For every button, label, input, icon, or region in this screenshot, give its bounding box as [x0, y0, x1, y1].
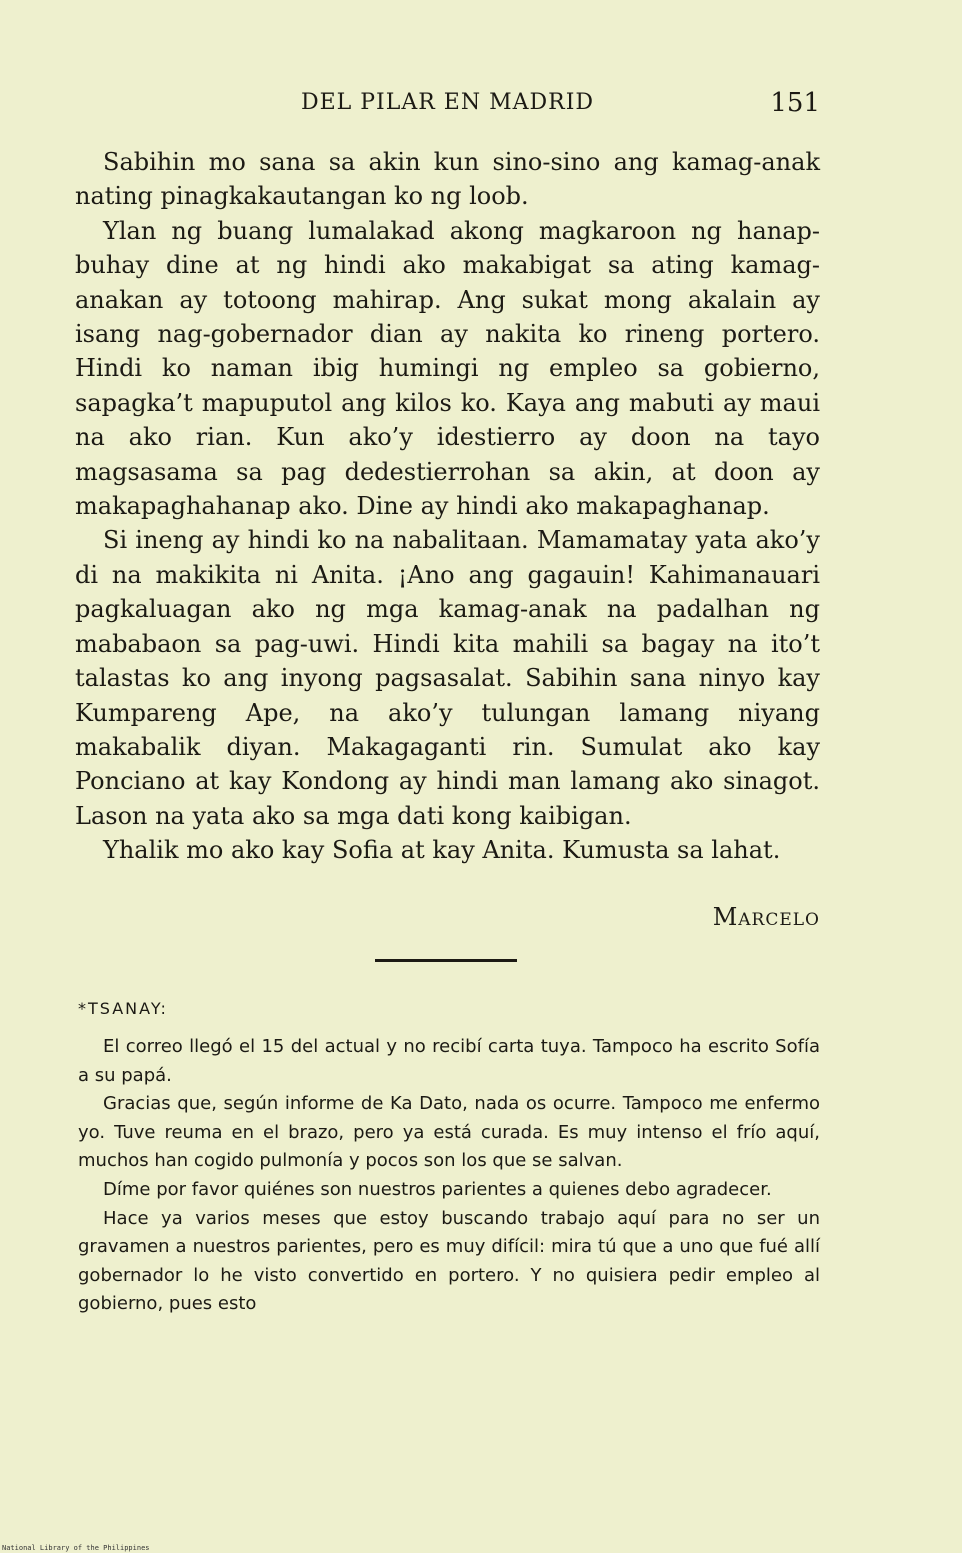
section-divider	[375, 959, 517, 962]
letter-paragraph: Sabihin mo sana sa akin kun sino-sino ang kamag-anak nating pinagkakautangan ko ng loob.	[75, 148, 820, 211]
translation-paragraph: Díme por favor quiénes son nuestros parientes a quienes debo agradecer.	[103, 1178, 772, 1200]
page-number: 151	[770, 88, 820, 118]
letter-signature: Marcelo	[712, 903, 820, 931]
letter-paragraph: Yhalik mo ako kay Sofia at kay Anita. Kumusta sa lahat.	[103, 836, 781, 865]
letter-paragraph: Ylan ng buang lumalakad akong magkaroon ng hanap-buhay dine at ng hindi ako makabigat sa ating kamag-anakan ay totoong mahirap. Ang sukat mong akalain ay isang nag-gobernador dian ay nakita ko rineng portero. Hindi ko naman ibig humingi ng empleo sa gobierno, sapagka’t mapuputol ang kilos ko. Kaya ang mabuti ay maui na ako rian. Kun ako’y idestierro ay doon na tayo magsasama sa pag dedestierrohan sa akin, at doon ay makapaghahanap ako. Dine ay hindi ako makapaghanap.	[75, 216, 820, 521]
letter-paragraph: Si ineng ay hindi ko na nabalitaan. Mamamatay yata ako’y di na makikita ni Anita. ¡Ano ang gagauin! Kahimanauari pagkaluagan ako ng mga kamag-anak na padalhan ng mababaon sa pag-uwi. Hindi kita mahili sa bagay na ito’t talastas ko ang inyong pagsasalat. Sabihin sana ninyo kay Kumpareng Ape, na ako’y tulungan lamang niyang makabalik diyan. Makagaganti rin. Sumulat ako kay Ponciano at kay Kondong ay hindi man lamang ako sinagot. Lason na yata ako sa mga dati kong kaibigan.	[75, 526, 820, 830]
translation-paragraph: El correo llegó el 15 del actual y no recibí carta tuya. Tampoco ha escrito Sofía a su papá.	[78, 1036, 820, 1086]
translation-heading: *TSANAY:	[78, 999, 168, 1018]
running-head: DEL PILAR EN MADRID	[300, 90, 595, 115]
page-header	[75, 88, 820, 124]
translation-paragraph: Gracias que, según informe de Ka Dato, nada os ocurre. Tampoco me enfermo yo. Tuve reuma en el brazo, pero ya está curada. Es muy intenso el frío aquí, muchos han cogido pulmonía y pocos son los que se salvan.	[78, 1093, 820, 1172]
translation-body	[78, 1033, 820, 1319]
letter-body	[75, 145, 820, 868]
library-credit: National Library of the Philippines	[2, 1544, 150, 1552]
translation-paragraph: Hace ya varios meses que estoy buscando trabajo aquí para no ser un gravamen a nuestros parientes, pero es muy difícil: mira tú que a uno que fué allí gobernador lo he visto convertido en portero. Y no quisiera pedir empleo al gobierno, pues esto	[78, 1207, 820, 1315]
